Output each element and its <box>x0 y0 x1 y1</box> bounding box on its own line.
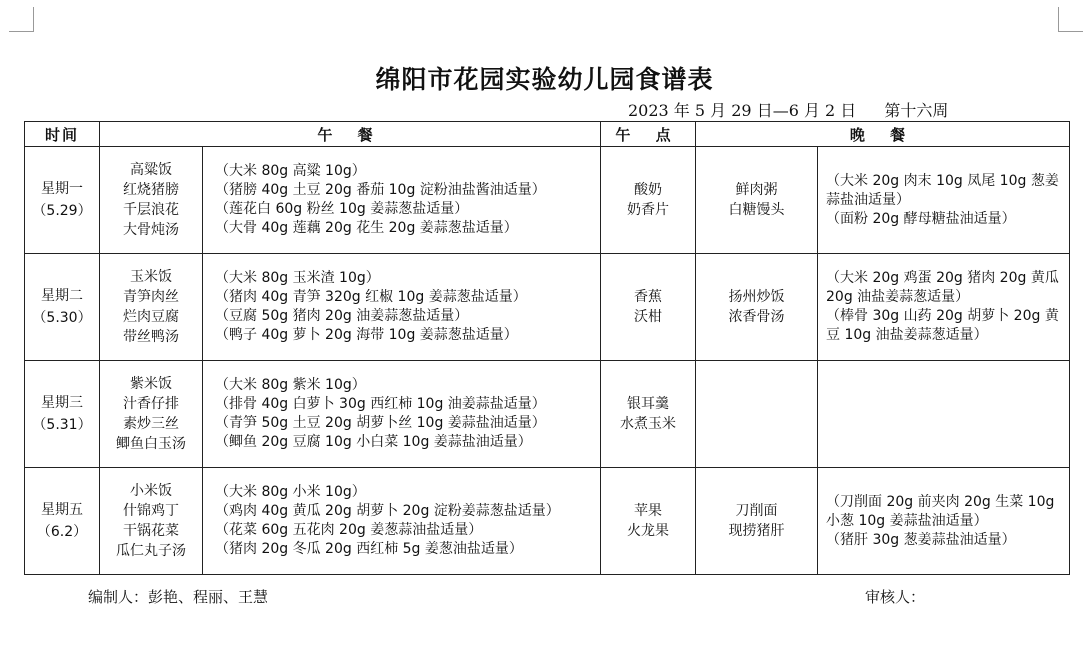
snack-cell <box>601 468 696 575</box>
lunch-ingredient-line: （大骨 40g 莲藕 20g 花生 20g 姜蒜葱盐适量） <box>215 220 518 236</box>
weekday-label: 星期一 <box>41 181 83 197</box>
date-label: （5.30） <box>32 310 92 326</box>
dinner-ingredient-line: （猪肝 30g 葱姜蒜盐油适量） <box>826 531 1016 548</box>
snack-item: 沃柑 <box>634 309 663 325</box>
snack-cell <box>601 147 696 254</box>
header-row <box>25 122 1070 147</box>
table-row <box>25 254 1070 361</box>
lunch-ingredient-line: （大米 80g 高粱 10g） <box>215 163 366 179</box>
snack-item: 水煮玉米 <box>620 416 677 432</box>
lunch-ingredient-line: （猪肉 20g 冬瓜 20g 西红柿 5g 姜葱油盐适量） <box>215 541 523 557</box>
lunch-ingredient-line: （豆腐 50g 猪肉 20g 油姜蒜葱盐适量） <box>215 308 469 324</box>
lunch-ingredient-line: （鲫鱼 20g 豆腐 10g 小白菜 10g 姜蒜盐油适量） <box>215 434 532 450</box>
lunch-dish: 带丝鸭汤 <box>123 329 179 345</box>
page-title: 绵阳市花园实验幼儿园食谱表 <box>375 65 714 94</box>
menu-table <box>24 121 1070 575</box>
header-lunch: 午 餐 <box>100 122 601 147</box>
compiler-line: 编制人：彭艳、程丽、王慧 <box>88 588 269 606</box>
header-snack: 午 点 <box>601 122 696 147</box>
lunch-ingredient-line: （大米 80g 紫米 10g） <box>215 377 366 393</box>
lunch-ingredient-line: （排骨 40g 白萝卜 30g 西红柿 10g 油姜蒜盐适量） <box>215 396 546 412</box>
date-label: （5.29） <box>32 203 92 219</box>
page-corner-mark <box>9 7 34 32</box>
lunch-dish: 红烧猪膀 <box>123 182 179 198</box>
lunch-dish: 鲫鱼白玉汤 <box>116 436 186 452</box>
lunch-dish: 玉米饭 <box>130 269 172 285</box>
lunch-ingredient-line: （鸡肉 40g 黄瓜 20g 胡萝卜 20g 淀粉姜蒜葱盐适量） <box>215 503 560 519</box>
lunch-ingredient-line: （猪肉 40g 青笋 320g 红椒 10g 姜蒜葱盐适量） <box>215 289 527 305</box>
day-cell <box>25 147 100 254</box>
header-dinner: 晚 餐 <box>696 122 1070 147</box>
table-row <box>25 361 1070 468</box>
lunch-dish: 素炒三丝 <box>123 416 179 432</box>
lunch-ingredients-cell <box>203 468 601 575</box>
dinner-dish: 鲜肉粥 <box>735 182 778 198</box>
dinner-dishes-cell <box>696 254 818 361</box>
dinner-dish: 白糖馒头 <box>728 202 785 218</box>
lunch-dish: 大骨炖汤 <box>123 222 179 238</box>
snack-item: 奶香片 <box>627 202 670 218</box>
snack-item: 酸奶 <box>634 182 663 198</box>
lunch-ingredient-line: （猪膀 40g 土豆 20g 番茄 10g 淀粉油盐酱油适量） <box>215 182 546 198</box>
dinner-dish: 刀削面 <box>735 503 778 519</box>
day-cell <box>25 468 100 575</box>
lunch-dish: 小米饭 <box>130 483 172 499</box>
lunch-dishes-cell <box>100 254 203 361</box>
table-row <box>25 468 1070 575</box>
snack-item: 香蕉 <box>634 289 663 305</box>
dinner-ingredient-line: （棒骨 30g 山药 20g 胡萝卜 20g 黄豆 10g 油盐姜蒜葱适量） <box>826 308 1059 343</box>
lunch-dish: 紫米饭 <box>130 376 172 392</box>
lunch-ingredient-line: （大米 80g 玉米渣 10g） <box>215 270 380 286</box>
page-corner-mark <box>1058 7 1083 32</box>
day-cell <box>25 361 100 468</box>
dinner-dishes-cell <box>696 468 818 575</box>
lunch-dish: 高粱饭 <box>130 162 172 178</box>
dinner-ingredient-line: （面粉 20g 酵母糖盐油适量） <box>826 210 1016 227</box>
week-label: 第十六周 <box>884 101 949 120</box>
dinner-dish: 浓香骨汤 <box>728 309 785 325</box>
snack-item: 苹果 <box>634 503 663 519</box>
lunch-dishes-cell <box>100 361 203 468</box>
snack-item: 火龙果 <box>627 523 670 539</box>
dinner-ingredient-line: （刀削面 20g 前夹肉 20g 生菜 10g 小葱 10g 姜蒜盐油适量） <box>826 493 1055 529</box>
dinner-ingredient-line: （大米 20g 鸡蛋 20g 猪肉 20g 黄瓜 20g 油盐姜蒜葱适量） <box>826 270 1059 305</box>
date-label: （5.31） <box>32 417 92 433</box>
weekday-label: 星期三 <box>41 395 83 411</box>
dinner-dishes-cell <box>696 147 818 254</box>
snack-item: 银耳羹 <box>627 396 670 412</box>
lunch-dish: 千层浪花 <box>123 202 179 218</box>
dinner-dishes-cell <box>696 361 818 468</box>
lunch-ingredient-line: （青笋 50g 土豆 20g 胡萝卜丝 10g 姜蒜盐油适量） <box>215 415 546 431</box>
lunch-ingredient-line: （鸭子 40g 萝卜 20g 海带 10g 姜蒜葱盐适量） <box>215 327 518 343</box>
dinner-ingredients-cell <box>818 147 1070 254</box>
lunch-dish: 烂肉豆腐 <box>123 309 179 325</box>
dinner-ingredients-cell <box>818 468 1070 575</box>
lunch-dish: 青笋肉丝 <box>123 289 179 305</box>
dinner-dish: 扬州炒饭 <box>728 289 785 305</box>
dinner-ingredients-cell <box>818 254 1070 361</box>
day-cell <box>25 254 100 361</box>
lunch-dish: 瓜仁丸子汤 <box>116 543 186 559</box>
table-row <box>25 147 1070 254</box>
weekday-label: 星期二 <box>41 288 83 304</box>
lunch-dish: 干锅花菜 <box>123 523 179 539</box>
snack-cell <box>601 361 696 468</box>
lunch-ingredient-line: （花菜 60g 五花肉 20g 姜葱蒜油盐适量） <box>215 522 483 538</box>
dinner-dish: 现捞猪肝 <box>728 523 785 539</box>
lunch-ingredient-line: （莲花白 60g 粉丝 10g 姜蒜葱盐适量） <box>215 201 469 217</box>
lunch-dish: 汁香仔排 <box>123 396 179 412</box>
date-range: 2023 年 5 月 29 日—6 月 2 日 <box>628 101 857 120</box>
lunch-dishes-cell <box>100 468 203 575</box>
lunch-ingredient-line: （大米 80g 小米 10g） <box>215 484 366 500</box>
dinner-ingredient-line: （大米 20g 肉末 10g 凤尾 10g 葱姜蒜盐油适量） <box>826 172 1059 208</box>
reviewer-line: 审核人： <box>865 588 926 606</box>
snack-cell <box>601 254 696 361</box>
header-time: 时间 <box>25 122 100 147</box>
dinner-ingredients-cell <box>818 361 1070 468</box>
lunch-ingredients-cell <box>203 254 601 361</box>
weekday-label: 星期五 <box>41 502 83 518</box>
date-line <box>628 98 948 121</box>
lunch-ingredients-cell <box>203 147 601 254</box>
date-label: （6.2） <box>36 524 88 540</box>
lunch-dishes-cell <box>100 147 203 254</box>
lunch-ingredients-cell <box>203 361 601 468</box>
lunch-dish: 什锦鸡丁 <box>123 503 179 519</box>
